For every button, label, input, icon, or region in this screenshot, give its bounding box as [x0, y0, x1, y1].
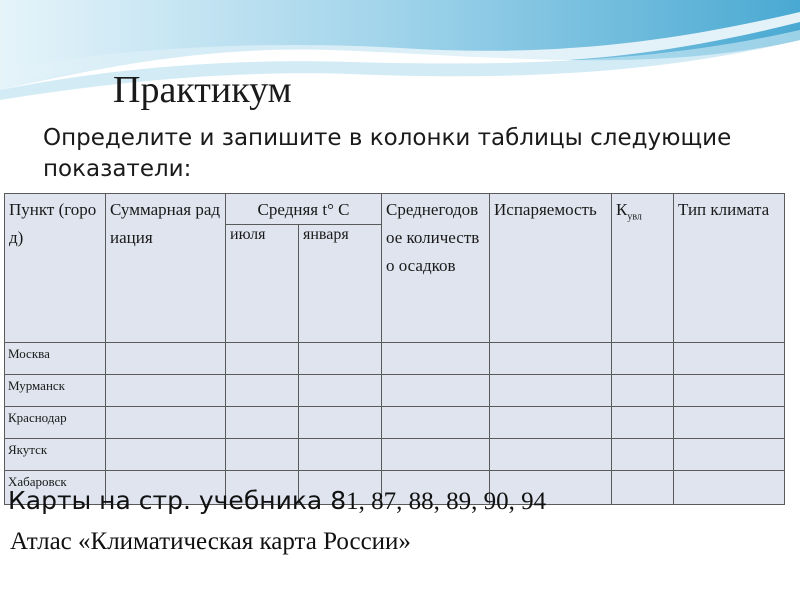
- header-city: Пункт (город): [5, 194, 106, 343]
- table-row: [5, 439, 785, 471]
- table-cell[interactable]: [612, 407, 674, 439]
- table-cell[interactable]: [106, 407, 226, 439]
- table-cell[interactable]: [226, 343, 299, 375]
- table-cell[interactable]: [226, 439, 299, 471]
- k-label: К: [616, 200, 628, 219]
- header-humidity-coefficient: [612, 194, 674, 343]
- row-city-label: Мурманск: [5, 375, 106, 407]
- table-row: [5, 407, 785, 439]
- table-cell[interactable]: [674, 407, 785, 439]
- row-city-label: Якутск: [5, 439, 106, 471]
- table-cell[interactable]: [674, 439, 785, 471]
- table-cell[interactable]: [226, 375, 299, 407]
- table-cell[interactable]: [612, 471, 674, 505]
- table-cell[interactable]: [382, 375, 490, 407]
- table-cell[interactable]: [490, 439, 612, 471]
- table-cell[interactable]: [382, 343, 490, 375]
- table-cell[interactable]: [490, 375, 612, 407]
- table-cell[interactable]: [612, 439, 674, 471]
- table-cell[interactable]: [106, 439, 226, 471]
- row-city-label: Хабаровск: [5, 471, 106, 505]
- table-cell[interactable]: [674, 471, 785, 505]
- table-cell[interactable]: [299, 343, 382, 375]
- header-january: января: [299, 225, 382, 343]
- maps-prefix: Карты на стр. учебника 8: [8, 486, 347, 515]
- header-evaporation: Испаряемость: [490, 194, 612, 343]
- table-cell[interactable]: [299, 439, 382, 471]
- table-cell[interactable]: [490, 343, 612, 375]
- header-precipitation: Среднегодовое количество осадков: [382, 194, 490, 343]
- table-cell[interactable]: [382, 439, 490, 471]
- page-title: Практикум: [113, 69, 292, 111]
- table-cell[interactable]: [612, 343, 674, 375]
- table-row: [5, 343, 785, 375]
- table-cell[interactable]: [382, 407, 490, 439]
- table-cell[interactable]: [106, 375, 226, 407]
- table-cell[interactable]: [226, 407, 299, 439]
- header-radiation: Суммарная радиация: [106, 194, 226, 343]
- row-city-label: Краснодар: [5, 407, 106, 439]
- table-cell[interactable]: [612, 375, 674, 407]
- row-city-label: Москва: [5, 343, 106, 375]
- instruction-text: Определите и запишите в колонки таблицы следующие показатели:: [43, 125, 732, 182]
- climate-table: [4, 193, 785, 505]
- atlas-reference: Атлас «Климатическая карта России»: [10, 528, 411, 555]
- header-july: июля: [226, 225, 299, 343]
- table-cell[interactable]: [490, 407, 612, 439]
- table-cell[interactable]: [674, 375, 785, 407]
- table-cell[interactable]: [674, 343, 785, 375]
- table-cell[interactable]: [106, 343, 226, 375]
- maps-reference: [8, 484, 546, 519]
- maps-pages: 1, 87, 88, 89, 90, 94: [346, 488, 547, 515]
- k-subscript: увл: [627, 211, 642, 223]
- table-row: [5, 375, 785, 407]
- header-avg-temp: Средняя t° С: [226, 194, 382, 225]
- header-climate-type: Тип климата: [674, 194, 785, 343]
- table-cell[interactable]: [299, 375, 382, 407]
- table-cell[interactable]: [299, 407, 382, 439]
